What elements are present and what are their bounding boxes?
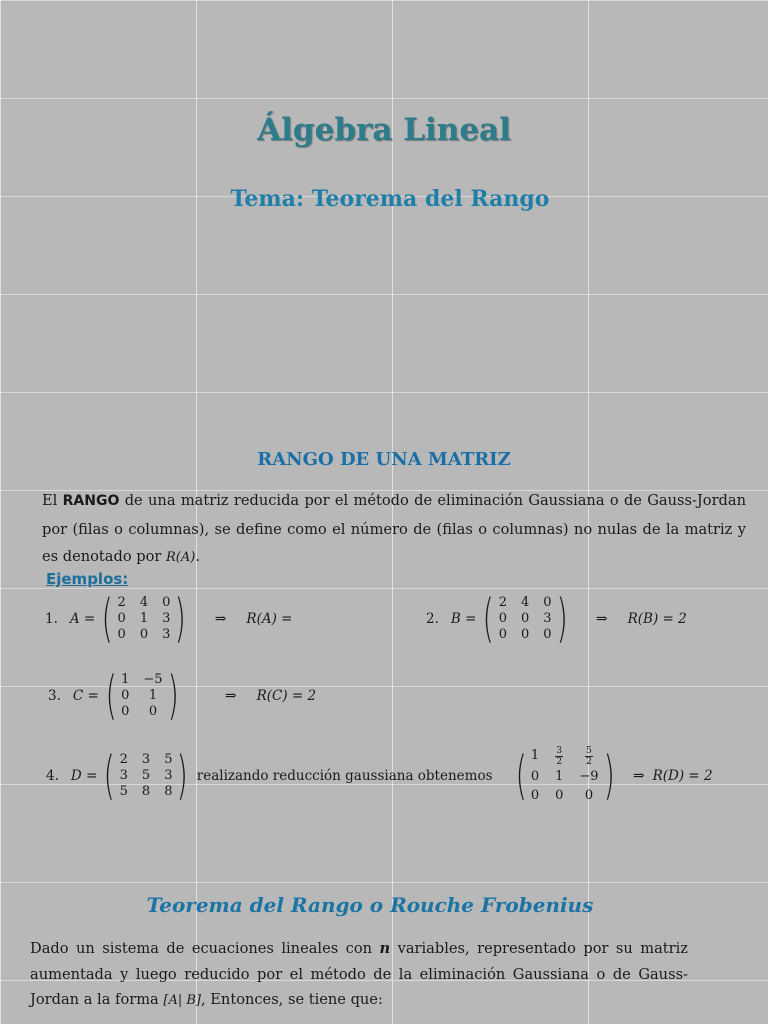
example-2-result: R(B) = 2 <box>627 611 687 627</box>
theorem-part1: Dado un sistema de ecuaciones lineales con <box>30 940 380 957</box>
theorem-part3: , Entonces, se tiene que: <box>201 991 383 1008</box>
theorem-text <box>30 936 688 1014</box>
cell: 0 <box>121 704 130 719</box>
cell: 3 <box>164 767 173 783</box>
example-3-result: R(C) = 2 <box>256 688 317 704</box>
cell: 3 <box>162 611 171 626</box>
example-3-lhs: C = <box>72 688 99 704</box>
matrix-cells <box>120 752 173 800</box>
fraction: $\frac{3}{2}$ <box>556 746 563 767</box>
cell: 1 <box>139 611 149 626</box>
reduced-matrix: ( 1 $\frac{3}{2}$ $\frac{5}{2}$ 0 1 −9 0 0 0 ) <box>515 745 615 806</box>
cell: 1 <box>121 672 130 687</box>
document-subtitle: Tema: Teorema del Rango <box>230 186 550 212</box>
cell: 0 <box>117 611 126 626</box>
theorem-var: n <box>379 940 391 957</box>
matrix-cells <box>531 746 599 805</box>
cell: 4 <box>139 595 149 610</box>
example-2-lhs: B = <box>450 611 477 627</box>
cell: 0 <box>530 769 540 784</box>
cell: 4 <box>521 595 530 610</box>
cell: 8 <box>141 783 151 799</box>
cell: 0 <box>543 627 552 642</box>
cell: 0 <box>498 627 507 642</box>
cell: 0 <box>121 688 130 703</box>
example-2-number: 2. <box>426 611 439 627</box>
cell: 0 <box>148 704 158 719</box>
implies-arrow: ⇒ <box>224 688 237 704</box>
examples-label: Ejemplos: <box>46 570 129 588</box>
example-4-matrix: ( 2 3 5 3 5 3 5 8 8 ) <box>103 745 189 806</box>
example-2-matrix: ( 2 4 0 0 0 3 0 0 0 ) <box>482 589 568 649</box>
example-3 <box>48 666 317 726</box>
example-1-matrix: ( 2 4 0 0 1 3 0 0 3 ) <box>101 589 187 649</box>
cell: 0 <box>555 788 564 803</box>
cell: 0 <box>584 788 594 803</box>
cell: 2 <box>117 595 126 610</box>
cell: 3 <box>162 627 171 642</box>
cell: 1 <box>148 688 158 703</box>
definition-post: de una matriz reducida por el método de eliminación Gaussiana o de Gauss-Jordan por (filas o columnas), se define como el número de (filas o columnas) no nulas de la matriz y es denotado por <box>42 492 746 565</box>
cell: 1 <box>530 748 540 763</box>
cell: 0 <box>530 788 540 803</box>
theorem-form: [A| B] <box>163 993 201 1008</box>
cell: 5 <box>164 751 173 767</box>
cell: 5 <box>141 767 151 783</box>
cell: 2 <box>498 595 507 610</box>
matrix-cells <box>499 595 552 643</box>
matrix-cells <box>121 672 162 720</box>
cell: 0 <box>117 627 126 642</box>
cell: 3 <box>119 767 128 783</box>
cell: 0 <box>543 595 552 610</box>
cell: −9 <box>579 769 599 784</box>
cell: 1 <box>555 769 564 784</box>
cell: 0 <box>521 627 530 642</box>
example-3-number: 3. <box>48 688 61 704</box>
cell: 0 <box>498 611 507 626</box>
definition-end: . <box>195 548 200 565</box>
example-4-lhs: D = <box>70 767 98 784</box>
implies-arrow: ⇒ <box>595 611 608 627</box>
reduction-text: realizando reducción gaussiana obtenemos <box>196 767 493 784</box>
cell: 8 <box>164 783 173 799</box>
cell: 3 <box>543 611 552 626</box>
example-1-lhs: A = <box>69 611 96 627</box>
cell: 5 <box>119 783 128 799</box>
cell: 2 <box>119 751 128 767</box>
fraction: $\frac{5}{2}$ <box>586 746 592 767</box>
cell: 0 <box>139 627 149 642</box>
cell: 0 <box>162 595 171 610</box>
cell: 3 <box>141 751 151 767</box>
theorem-title: Teorema del Rango o Rouche Frobenius <box>146 893 594 917</box>
section-title: RANGO DE UNA MATRIZ <box>257 449 511 470</box>
example-4-number: 4. <box>46 767 59 784</box>
cell: 0 <box>521 611 530 626</box>
example-1-number: 1. <box>45 611 58 627</box>
document-title: Álgebra Lineal <box>257 112 511 148</box>
example-3-matrix: ( 1 −5 0 1 0 0 ) <box>105 666 179 726</box>
definition-math: R(A) <box>166 550 196 565</box>
implies-arrow: ⇒ <box>214 611 227 627</box>
definition-bold-term: RANGO <box>62 493 120 509</box>
example-1 <box>45 589 293 649</box>
implies-arrow: ⇒ <box>632 767 645 784</box>
example-4 <box>46 746 713 805</box>
definition-pre: El <box>42 492 63 509</box>
rank-definition <box>42 487 746 572</box>
matrix-cells <box>118 595 171 643</box>
example-1-result: R(A) = <box>246 611 293 627</box>
theorem-part2: variables, representado por su matriz aumentada y luego reducido por el método de la eliminación Gaussiana o de Gauss-Jordan a la forma <box>30 940 688 1008</box>
example-4-result: R(D) = 2 <box>652 767 713 784</box>
example-2 <box>426 589 687 649</box>
cell: −5 <box>143 672 163 687</box>
